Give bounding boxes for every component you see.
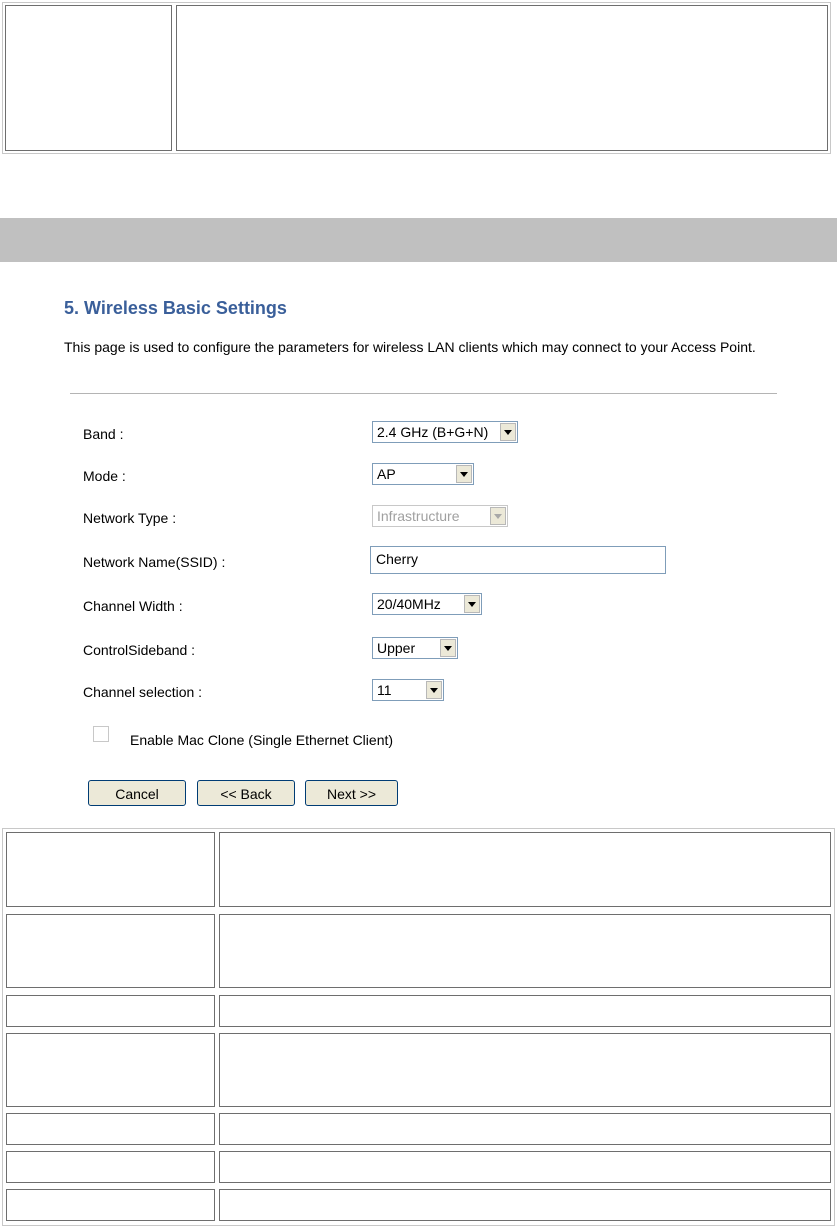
ssid-input[interactable]: Cherry: [370, 546, 666, 574]
band-select-value: 2.4 GHz (B+G+N): [377, 424, 489, 440]
control-sideband-select[interactable]: [372, 637, 458, 659]
page-title: 5. Wireless Basic Settings: [64, 298, 287, 318]
chevron-down-icon: [490, 507, 506, 525]
network-type-label: Network Type :: [83, 510, 177, 526]
table-cell-label: [6, 832, 215, 907]
next-button[interactable]: Next >>: [305, 780, 398, 806]
band-select[interactable]: [372, 421, 518, 443]
table-cell-label: [6, 1033, 215, 1107]
control-sideband-select-value: Upper: [377, 640, 416, 656]
table-row: [3, 995, 834, 1027]
channel-width-select[interactable]: [372, 593, 482, 615]
mac-clone-checkbox[interactable]: [93, 726, 109, 742]
table-cell-label: [6, 1189, 215, 1221]
mode-select[interactable]: [372, 463, 474, 485]
table-row: [3, 914, 834, 988]
chevron-down-icon: [464, 595, 480, 613]
table-cell-description: [219, 1033, 831, 1107]
cancel-button[interactable]: Cancel: [88, 780, 186, 806]
table-cell-description: [219, 1113, 831, 1145]
table-cell-description: [219, 832, 831, 907]
table-cell-label: [6, 1151, 215, 1183]
band-label: Band :: [83, 426, 124, 442]
table-cell-label: [6, 1113, 215, 1145]
top-table-cell-right: [176, 5, 828, 151]
network-type-select: [372, 505, 508, 527]
ssid-label: Network Name(SSID) :: [83, 554, 226, 570]
section-header-band: [0, 218, 837, 262]
divider: [70, 393, 777, 394]
back-button[interactable]: << Back: [197, 780, 295, 806]
wireless-basic-settings-panel: [52, 262, 792, 822]
table-cell-description: [219, 914, 831, 988]
table-row: [3, 832, 834, 907]
table-cell-description: [219, 1189, 831, 1221]
channel-selection-select[interactable]: [372, 679, 444, 701]
table-row: [3, 1189, 834, 1221]
chevron-down-icon: [426, 681, 442, 699]
bottom-document-table: [2, 828, 835, 1226]
chevron-down-icon: [500, 423, 516, 441]
table-cell-label: [6, 914, 215, 988]
table-cell-label: [6, 995, 215, 1027]
table-row: [3, 1033, 834, 1107]
channel-width-label: Channel Width :: [83, 598, 183, 614]
top-table-cell-left: [5, 5, 172, 151]
mode-label: Mode :: [83, 468, 126, 484]
top-document-table: [2, 2, 831, 154]
mode-select-value: AP: [377, 466, 396, 482]
channel-selection-label: Channel selection :: [83, 684, 203, 700]
channel-width-select-value: 20/40MHz: [377, 596, 441, 612]
chevron-down-icon: [440, 639, 456, 657]
table-row: [3, 1151, 834, 1183]
network-type-select-value: Infrastructure: [377, 508, 460, 524]
table-cell-description: [219, 1151, 831, 1183]
control-sideband-label: ControlSideband :: [83, 642, 196, 658]
mac-clone-label: Enable Mac Clone (Single Ethernet Client): [130, 732, 394, 748]
page-description: This page is used to configure the parameters for wireless LAN clients which may connect to your Access Point.: [64, 339, 756, 355]
table-row: [3, 1113, 834, 1145]
chevron-down-icon: [456, 465, 472, 483]
table-cell-description: [219, 995, 831, 1027]
channel-selection-select-value: 11: [377, 682, 392, 698]
